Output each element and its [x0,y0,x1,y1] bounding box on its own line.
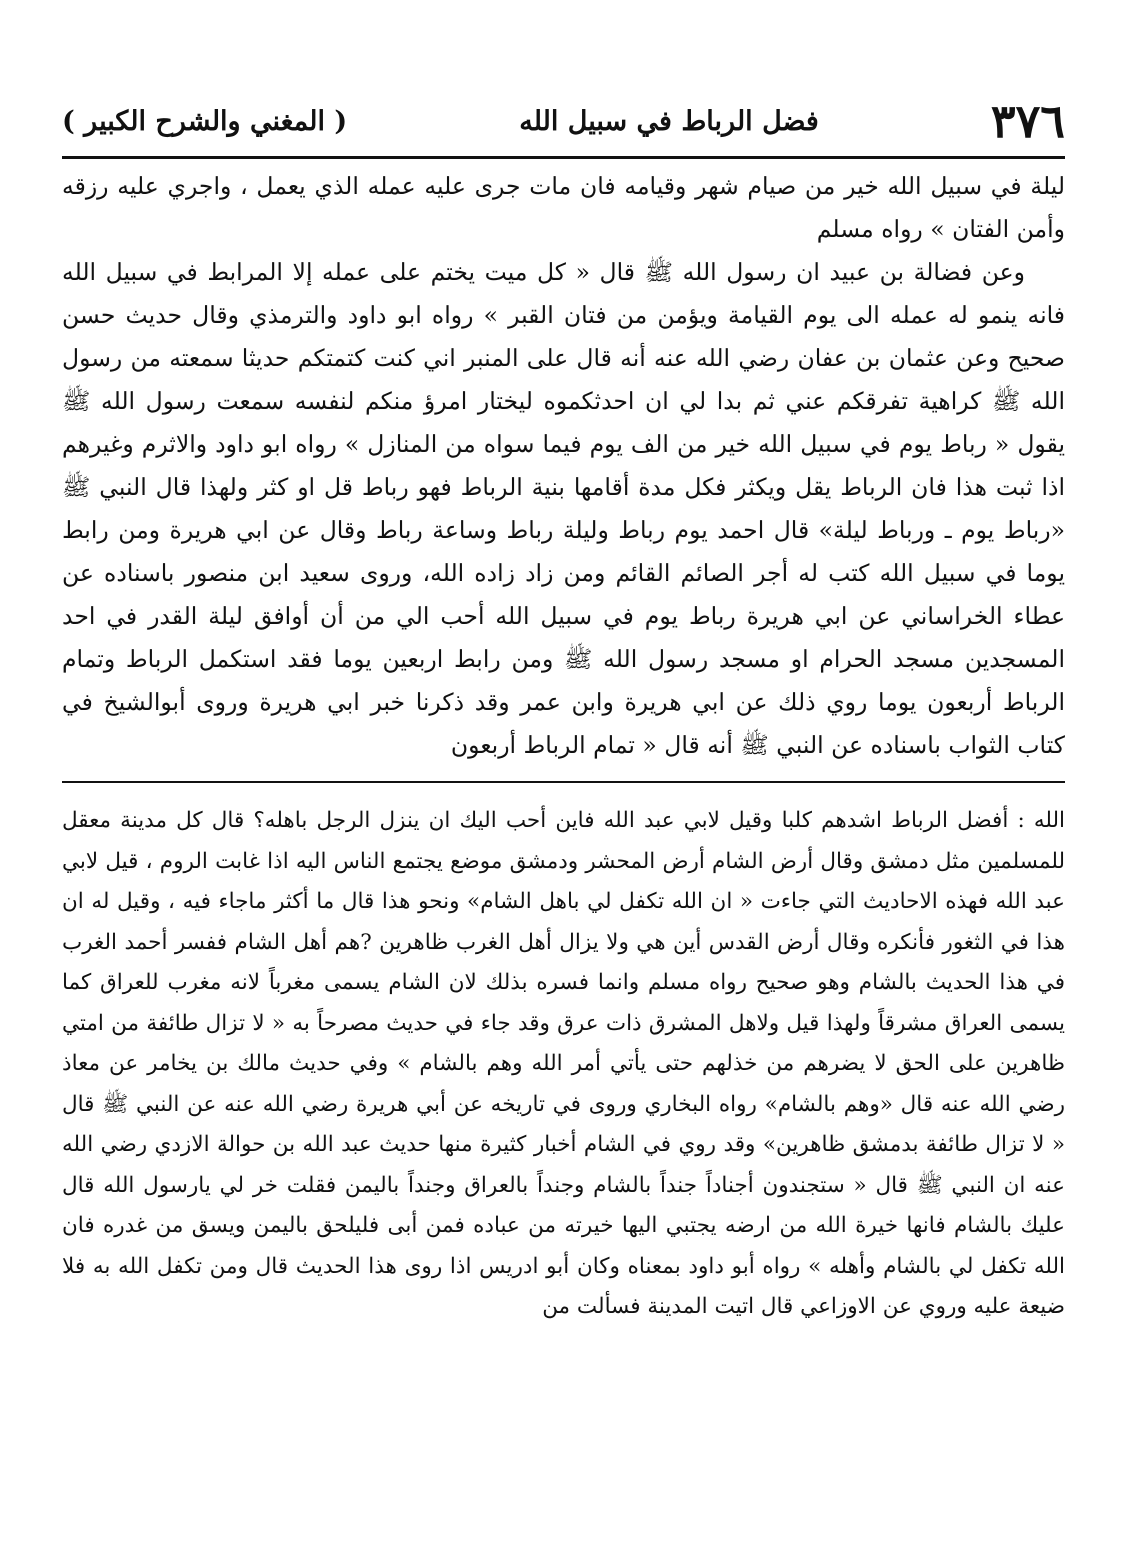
page-header [62,88,1065,154]
main-paragraph: وعن فضالة بن عبيد ان رسول الله ﷺ قال « كل ميت يختم على عمله إلا المرابط في سبيل الله فانه ينمو له عمله الى يوم القيامة ويؤمن من فتان القبر » رواه ابو داود والترمذي وقال حديث حسن صحيح وعن عثمان بن عفان رضي الله عنه أنه قال على المنبر اني كنت كتمتكم حديثا سمعته من رسول الله ﷺ كراهية تفرقكم عني ثم بدا لي ان احدثكموه ليختار امرؤ منكم لنفسه سمعت رسول الله ﷺ يقول « رباط يوم في سبيل الله خير من الف يوم فيما سواه من المنازل » رواه ابو داود والاثرم وغيرهم اذا ثبت هذا فان الرباط يقل ويكثر فكل مدة أقامها بنية الرباط فهو رباط قل او كثر ولهذا قال النبي ﷺ «رباط يوم ـ ورباط ليلة» قال احمد يوم رباط وليلة رباط وساعة رباط وقال عن ابي هريرة ومن رابط يوما في سبيل الله كتب له أجر الصائم القائم ومن زاد زاده الله، وروى سعيد ابن منصور باسناده عن عطاء الخراساني عن ابي هريرة رباط يوم في سبيل الله أحب الي من أن أوافق ليلة القدر في احد المسجدين مسجد الحرام او مسجد رسول الله ﷺ ومن رابط اربعين يوما فقد استكمل الرباط وتمام الرباط أربعون يوما روي ذلك عن ابي هريرة وابن عمر وقد ذكرنا خبر ابي هريرة وروى أبوالشيخ في كتاب الثواب باسناده عن النبي ﷺ أنه قال « تمام الرباط أربعون [62,258,1065,759]
header-rule [62,156,1065,159]
section-title: فضل الرباط في سبيل الله [519,105,819,137]
main-text [62,165,1065,767]
main-paragraph: ليلة في سبيل الله خير من صيام شهر وقيامه فان مات جرى عليه عمله الذي يعمل ، واجري عليه رزقه وأمن الفتان » رواه مسلم [62,172,1065,243]
book-title: ( المغني والشرح الكبير ) [62,105,348,137]
commentary-text [62,801,1065,1328]
footnote-divider [62,781,1065,783]
commentary-paragraph: الله : أفضل الرباط اشدهم كلبا وقيل لابي عبد الله فاين أحب اليك ان ينزل الرجل باهله؟ قال كل مدينة معقل للمسلمين مثل دمشق وقال أرض الشام أرض المحشر ودمشق موضع يجتمع الناس اليه اذا غابت الروم ، قيل لابي عبد الله فهذه الاحاديث التي جاءت « ان الله تكفل لي باهل الشام» ونحو هذا قال ما أكثر ماجاء فيه ، وقيل له ان هذا في الثغور فأنكره وقال أرض القدس أين هي ولا يزال أهل الغرب ظاهرين ?هم أهل الشام ففسر أحمد الغرب في هذا الحديث بالشام وهو صحيح رواه مسلم وانما فسره بذلك لان الشام يسمى مغرباً لانه مغرب للعراق كما يسمى العراق مشرقاً ولهذا قيل ولاهل المشرق ذات عرق وقد جاء في حديث مصرحاً به « لا تزال طائفة من امتي ظاهرين على الحق لا يضرهم من خذلهم حتى يأتي أمر الله وهم بالشام » وفي حديث مالك بن يخامر عن معاذ رضي الله عنه قال «وهم بالشام» رواه البخاري وروى في تاريخه عن أبي هريرة رضي الله عنه عن النبي ﷺ قال « لا تزال طائفة بدمشق ظاهرين» وقد روي في الشام أخبار كثيرة منها حديث عبد الله بن حوالة الازدي رضي الله عنه ان النبي ﷺ قال « ستجندون أجناداً جنداً بالشام وجنداً بالعراق وجنداً باليمن فقلت خر لي يارسول الله قال عليك بالشام فانها خيرة الله من ارضه يجتبي اليها خيرته من عباده فمن أبى فليلحق باليمن ويسق من غدره فان الله تكفل لي بالشام وأهله » رواه أبو داود بمعناه وكان أبو ادريس اذا روى هذا الحديث قال ومن تكفل الله به فلا ضيعة عليه وروي عن الاوزاعي قال اتيت المدينة فسألت من [62,808,1066,1319]
page-number: ٣٧٦ [990,94,1065,148]
